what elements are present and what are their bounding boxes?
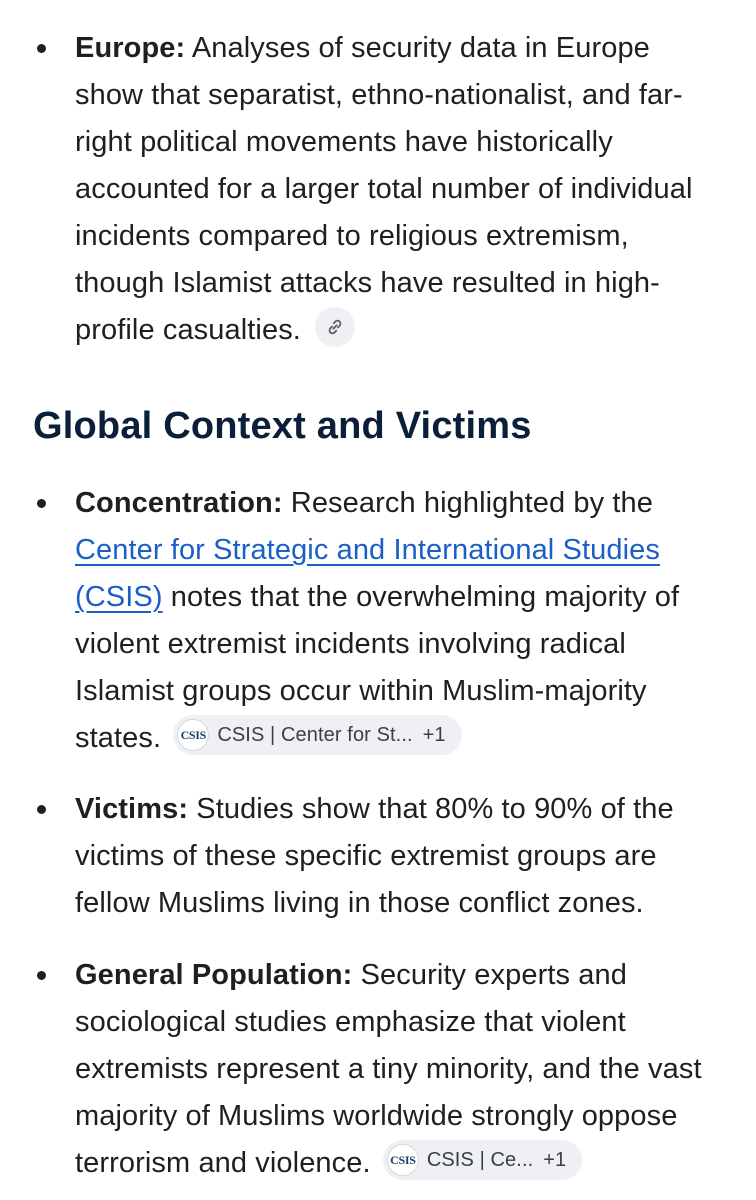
bullet-dot <box>37 499 46 508</box>
bullet-label: General Population: <box>75 959 353 991</box>
source-count: +1 <box>543 1149 567 1172</box>
bullet-label: Victims: <box>75 793 189 825</box>
source-link-button[interactable] <box>315 307 355 347</box>
csis-logo-icon: CSIS <box>387 1144 419 1176</box>
csis-link[interactable]: Center for Strategic and International Studies (CSIS) <box>75 534 660 613</box>
bullet-europe <box>0 25 756 354</box>
bullet-text: Analyses of security data in Europe show that separatist, ethno-nationalist, and far-right political movements have historically accounted for a larger total number of individual incidents compared to religious extremism, though Islamist attacks have resulted in high-profile casualties. <box>75 32 693 346</box>
bullet-text: Research highlighted by the <box>282 487 653 519</box>
source-count: +1 <box>422 724 446 747</box>
source-name: CSIS | Ce... <box>426 1149 534 1172</box>
source-name: CSIS | Center for St... <box>217 724 413 747</box>
bullet-label: Europe: <box>75 32 186 64</box>
section-heading: Global Context and Victims <box>33 405 532 447</box>
bullet-dot <box>37 971 46 980</box>
bullet-text: Studies show that 80% to 90% of the victims of these specific extremist groups are fellow Muslims living in those conflict zones. <box>75 793 674 919</box>
bullet-text: Security experts and sociological studies emphasize that violent extremists represent a tiny minority, and the vast majority of Muslims worldwide strongly oppose terrorism and violence. <box>75 959 702 1179</box>
link-icon <box>325 317 345 337</box>
bullet-dot <box>37 44 46 53</box>
csis-logo-icon: CSIS <box>177 719 209 751</box>
bullet-general-population <box>0 952 756 1187</box>
source-chip[interactable] <box>173 715 461 755</box>
bullet-concentration <box>0 480 756 762</box>
bullet-label: Concentration: <box>75 487 283 519</box>
bullet-victims <box>0 786 756 927</box>
bullet-text: notes that the overwhelming majority of violent extremist incidents involving radical Islamist groups occur within Muslim-majority states. <box>75 581 680 754</box>
bullet-dot <box>37 805 46 814</box>
source-chip[interactable] <box>383 1140 582 1180</box>
